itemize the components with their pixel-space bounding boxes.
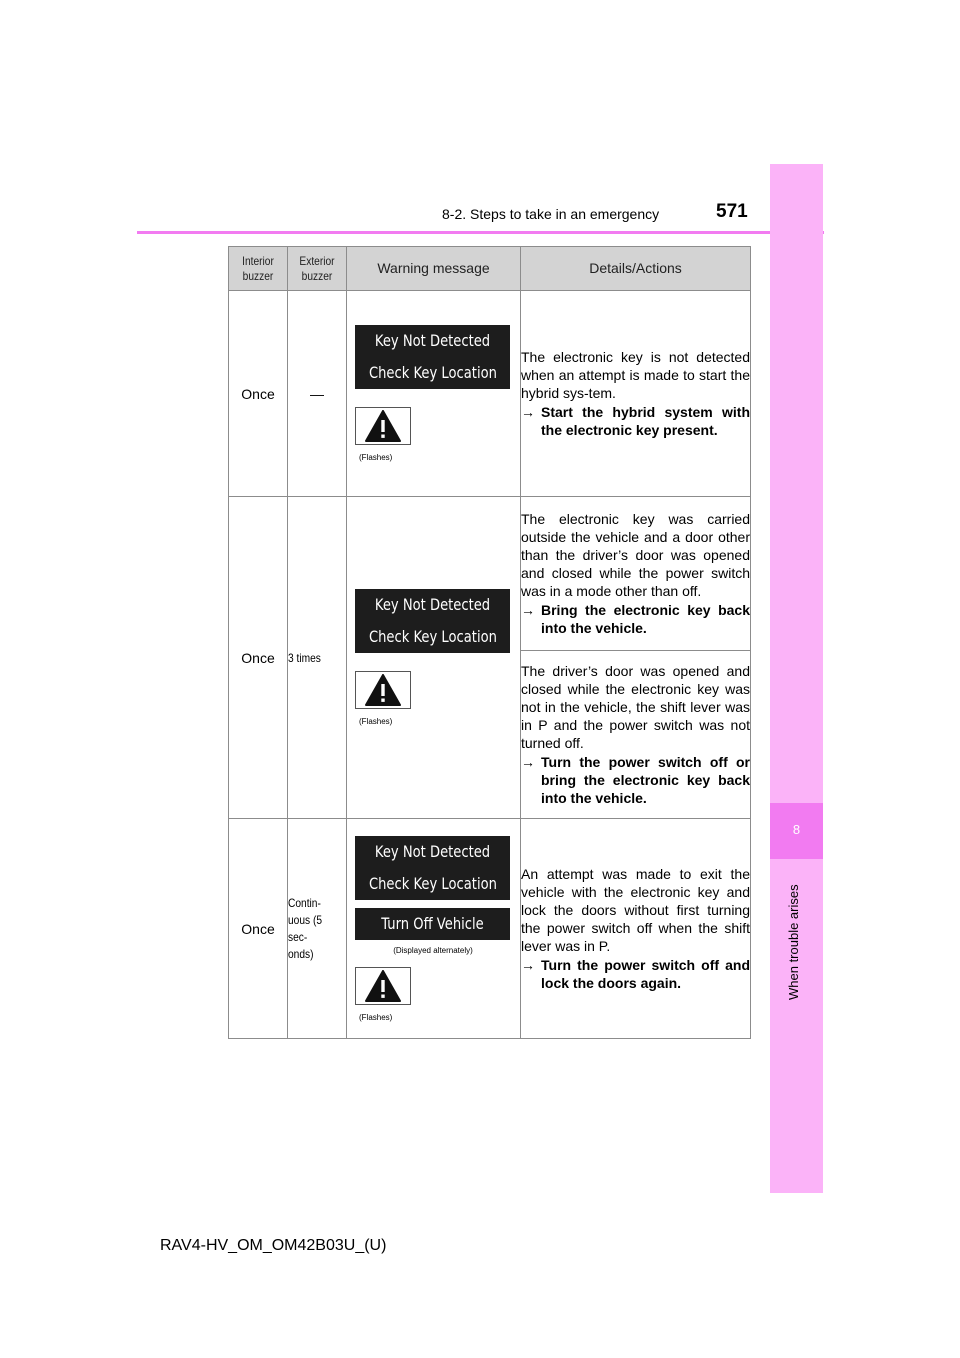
arrow-icon: → [521,957,535,973]
details-text: The electronic key was carried outside the vehicle and a door other than the driver’s door was opened and closed while the power switch was in a mode other than off. [521,511,750,599]
page-number: 571 [716,201,748,222]
table-row [229,291,751,497]
table-header-row [229,247,751,291]
display-line: Check Key Location [368,627,497,646]
col-warning-message: Warning message [347,247,521,291]
exterior-buzzer-cell: 3 times [288,497,347,819]
details-text: An attempt was made to exit the vehicle with the electronic key and lock the doors without first turning the power switch off when the shift lever was in P. [521,866,750,954]
multi-info-display [355,836,510,900]
action-text: → Bring the electronic key back into the vehicle. [521,602,750,636]
table-row [229,819,751,1039]
display-line: Check Key Location [368,363,497,382]
multi-info-display [355,325,510,389]
warning-triangle-icon [355,671,411,709]
warning-triangle-icon [355,407,411,445]
interior-buzzer-cell: Once [229,291,288,497]
displayed-alternately-caption: (Displayed alternately) [393,945,473,955]
action-text: → Start the hybrid system with the electronic key present. [521,404,750,438]
details-text: The driver’s door was opened and closed while the electronic key was not in the vehicle, the shift lever was in P and the power switch was not turned off. [521,663,750,751]
interior-buzzer-cell: Once [229,819,288,1039]
details-cell [521,651,751,819]
arrow-icon: → [521,602,535,618]
details-cell [521,291,751,497]
details-text: The electronic key is not detected when an attempt is made to start the hybrid sys-tem. [521,349,750,401]
details-cell [521,819,751,1039]
warning-message-cell [347,291,521,497]
warning-message-cell [347,497,521,819]
display-line: Turn Off Vehicle [381,913,484,933]
table-row [229,497,751,651]
flashes-caption: (Flashes) [359,1012,393,1022]
display-line: Key Not Detected [374,595,491,614]
col-exterior-buzzer: Exterior buzzer [288,247,347,291]
col-details-actions: Details/Actions [521,247,751,291]
arrow-icon: → [521,404,535,420]
header-rule [137,231,824,234]
multi-info-display-alternate [355,908,510,940]
display-line: Check Key Location [368,873,497,893]
flashes-caption: (Flashes) [359,717,393,726]
warning-triangle-icon [355,967,411,1005]
chapter-label: When trouble arises [786,884,801,1000]
action-text: → Turn the power switch off and lock the doors again. [521,957,750,991]
interior-buzzer-cell: Once [229,497,288,819]
chapter-number: 8 [792,822,801,837]
exterior-buzzer-cell: Contin-uous (5 sec-onds) [288,819,347,1039]
multi-info-display [355,589,510,653]
details-cell [521,497,751,651]
flashes-caption: (Flashes) [359,453,393,462]
chapter-side-tab [770,164,823,1193]
warning-message-cell [347,819,521,1039]
col-interior-buzzer: Interior buzzer [229,247,288,291]
section-title: 8-2. Steps to take in an emergency [442,206,660,222]
exterior-buzzer-cell: — [288,291,347,497]
display-line: Key Not Detected [374,841,491,861]
warning-table [228,246,751,1039]
document-id: RAV4-HV_OM_OM42B03U_(U) [160,1237,387,1254]
arrow-icon: → [521,754,535,770]
action-text: → Turn the power switch off or bring the electronic key back into the vehicle. [521,754,750,806]
display-line: Key Not Detected [374,331,491,350]
